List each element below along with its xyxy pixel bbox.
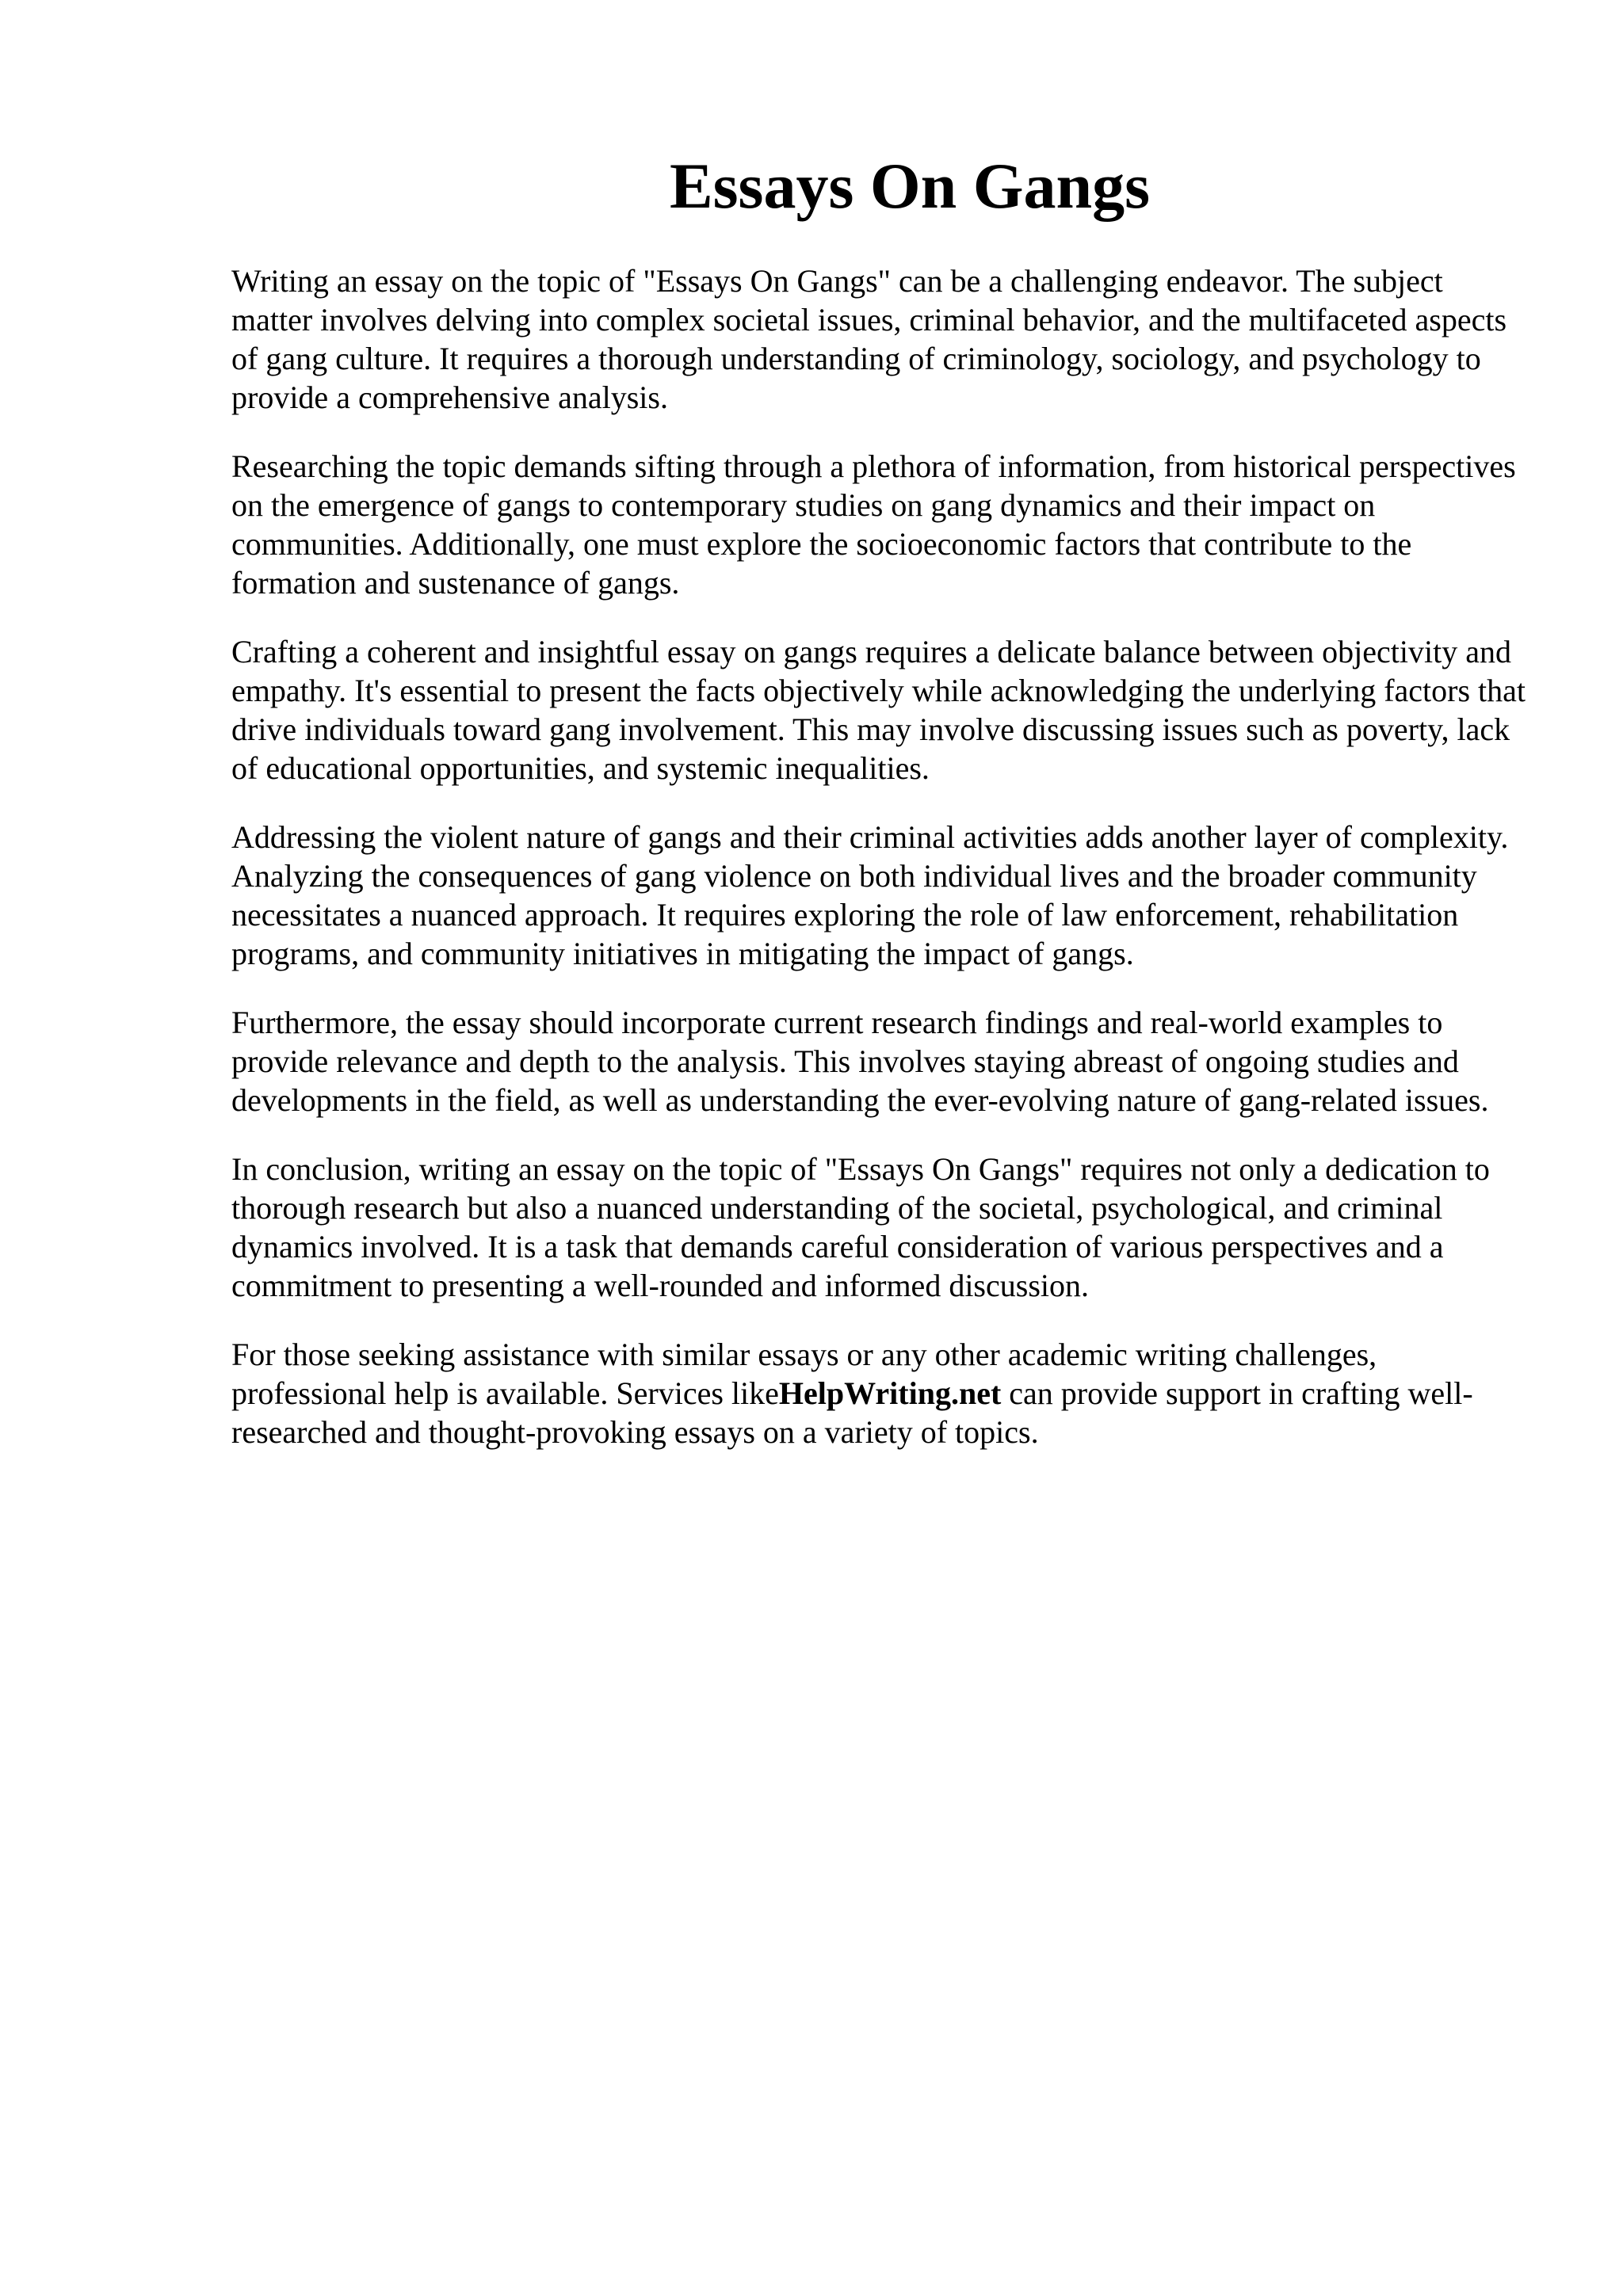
document-page (231, 151, 1531, 1482)
paragraph-5: Furthermore, the essay should incorporate current research findings and real-world examples to provide relevance and depth to the analysis. This involves staying abreast of ongoing studies and developments in the field, as well as understanding the ever-evolving nature of gang-related issues. (231, 1005, 1489, 1119)
paragraph-4: Addressing the violent nature of gangs and their criminal activities adds another layer of complexity. Analyzing the consequences of gang violence on both individual lives and the broader community necessitates a nuanced approach. It requires exploring the role of law enforcement, rehabilitation programs, and community initiatives in mitigating the impact of gangs. (231, 819, 1509, 972)
brand-link[interactable]: HelpWriting.net (778, 1375, 1002, 1412)
closing-text-after: can provide support in crafting well-researched and thought-provoking essays on a variety of topics. (231, 1375, 1473, 1451)
paragraph-6: In conclusion, writing an essay on the topic of "Essays On Gangs" requires not only a dedication to thorough research but also a nuanced understanding of the societal, psychological, and criminal dynamics involved. It is a task that demands careful consideration of various perspectives and a commitment to presenting a well-rounded and informed discussion. (231, 1151, 1490, 1304)
paragraph-1: Writing an essay on the topic of "Essays On Gangs" can be a challenging endeavor. The subject matter involves delving into complex societal issues, criminal behavior, and the multifaceted aspects of gang culture. It requires a thorough understanding of criminology, sociology, and psychology to provide a comprehensive analysis. (231, 263, 1507, 416)
closing-text-before: For those seeking assistance with similar essays or any other academic writing challenges, professional help is available. Services like (231, 1337, 1377, 1412)
paragraph-2: Researching the topic demands sifting through a plethora of information, from historical perspectives on the emergence of gangs to contemporary studies on gang dynamics and their impact on communities. Additionally, one must explore the socioeconomic factors that contribute to the formation and sustenance of gangs. (231, 448, 1516, 601)
paragraph-3: Crafting a coherent and insightful essay on gangs requires a delicate balance between objectivity and empathy. It's essential to present the facts objectively while acknowledging the underlying factors that drive individuals toward gang involvement. This may involve discussing issues such as poverty, lack of educational opportunities, and systemic inequalities. (231, 634, 1526, 787)
document-title: Essays On Gangs (669, 150, 1151, 222)
closing-paragraph (231, 1335, 1531, 1451)
